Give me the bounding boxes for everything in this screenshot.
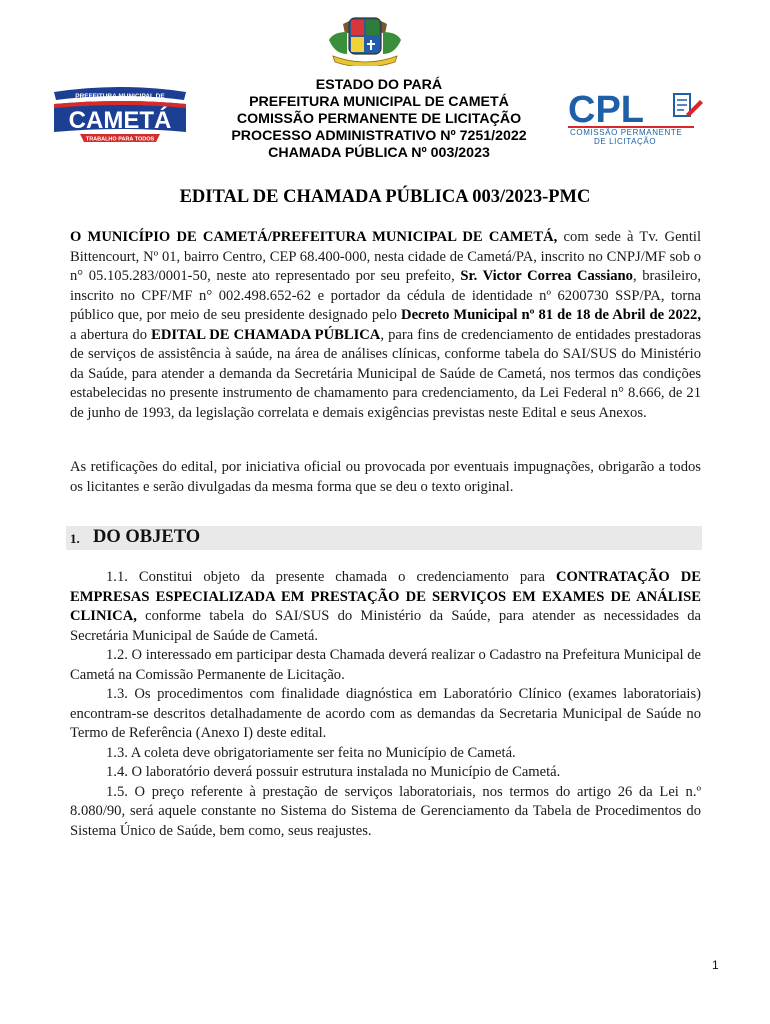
header-comissao: COMISSÃO PERMANENTE DE LICITAÇÃO: [236, 111, 522, 127]
cameta-logo-main-text: CAMETÁ: [68, 107, 172, 134]
cameta-logo-top-text: PREFEITURA MUNICIPAL DE: [75, 93, 165, 100]
section-title: DO OBJETO: [93, 527, 201, 547]
intro-text-1: com sede à Tv. Gentil Bittencourt, Nº 01, bairro Centro, CEP 68.400-000, nesta cidade de Cametá/PA, inscrito no CNPJ/MF sob o n° 05.105.283/0001-50, neste ato representado por seu prefeito,: [70, 229, 702, 284]
item-1-3b: 1.3. A coleta deve obrigatoriamente ser feita no Município de Cametá.: [106, 744, 516, 761]
item-1-5: 1.5. O preço referente à prestação de serviços laboratoriais, nos termos do artigo 26 da Lei n.º 8.080/90, será aquele constante no Sistema do Sistema de Gerenciamento da Tabela de Procedimentos do Sistema Único de Saúde, bem como, seus reajustes.: [70, 783, 701, 839]
cpl-logo-line2: DE LICITAÇÃO: [594, 137, 657, 146]
cameta-logo-bottom-text: TRABALHO PARA TODOS: [85, 136, 155, 143]
item-1-4: 1.4. O laboratório deverá possuir estrutura instalada no Município de Cametá.: [106, 764, 561, 780]
cpl-logo-main-text: CPL: [568, 89, 644, 131]
intro-text-4: , para fins de credenciamento de entidades prestadoras de serviços de assistência à saúde, na área de análises clínicas, conforme tabela do SAI/SUS do Ministério da Saúde, para atender a demanda da Secretária Municipal de Saúde de Cametá, nos termos das condições estabelecidas no presente instrumento de chamamento para credenciamento, da Lei Federal n° 8.666, de 21 de junho de 1993, da legislação correlata e demais exigências previstas neste Edital e seus Anexos.: [70, 326, 701, 421]
intro-paragraph: [70, 228, 701, 423]
intro-bold-1: O MUNICÍPIO DE CAMETÁ/PREFEITURA MUNICIPAL DE CAMETÁ,: [70, 229, 558, 245]
intro-bold-3: Decreto Municipal nº 81 de 18 de Abril de 2022,: [401, 307, 701, 323]
cpl-logo-line1: COMISSÃO PERMANENTE: [570, 128, 683, 137]
intro-text-2: , brasileiro, inscrito no CPF/MF n° 002.498.652-62 e portador da cédula de identidade nº 6200730 SSP/PA, torna público que, por meio de seu presidente designado pelo: [70, 268, 702, 323]
header-state: ESTADO DO PARÁ: [315, 77, 443, 93]
header-block: [190, 77, 568, 162]
section-objeto-body: [70, 568, 701, 841]
header-processo: PROCESSO ADMINISTRATIVO Nº 7251/2022: [231, 128, 527, 144]
item-1-2: 1.2. O interessado em participar desta Chamada deverá realizar o Cadastro na Prefeitura Municipal de Cametá na Comissão Permanente de Licitação.: [70, 647, 701, 683]
intro-bold-4: EDITAL DE CHAMADA PÚBLICA: [151, 326, 381, 343]
item-1-1-text-2: conforme tabela do SAI/SUS do Ministério da Saúde, para atender as necessidades da Secretária Municipal de Saúde de Cametá.: [70, 608, 701, 644]
item-1-3a: 1.3. Os procedimentos com finalidade diagnóstica em Laboratório Clínico (exames laboratoriais) encontram-se descritos detalhadamente de acordo com as demandas da Secretaria Municipal de Saúde no Termo de Referência (Anexo I) deste edital.: [70, 686, 701, 741]
intro-bold-2: Sr. Victor Correa Cassiano: [460, 268, 633, 284]
item-1-1: [70, 568, 701, 646]
retificacoes-paragraph: As retificações do edital, por iniciativa oficial ou provocada por eventuais impugnações, obrigarão a todos os licitantes e serão divulgadas da mesma forma que se deu o texto original.: [70, 459, 701, 495]
header-prefeitura: PREFEITURA MUNICIPAL DE CAMETÁ: [249, 94, 509, 110]
item-1-1-bold: CONTRATAÇÃO DE EMPRESAS ESPECIALIZADA EM PRESTAÇÃO DE SERVIÇOS EM EXAMES DE ANÁLISE CLINICA,: [70, 569, 701, 624]
page-number: 1: [712, 958, 719, 972]
cameta-logo: [50, 86, 190, 146]
document-title: EDITAL DE CHAMADA PÚBLICA 003/2023-PMC: [179, 187, 591, 207]
cpl-logo: [566, 88, 716, 146]
item-1-1-text-1: 1.1. Constitui objeto da presente chamada o credenciamento para: [106, 569, 556, 585]
intro-text-3: a abertura do: [70, 326, 152, 343]
crest-icon: [323, 10, 407, 66]
header-chamada: CHAMADA PÚBLICA Nº 003/2023: [268, 145, 490, 161]
section-number: 1.: [70, 531, 80, 546]
